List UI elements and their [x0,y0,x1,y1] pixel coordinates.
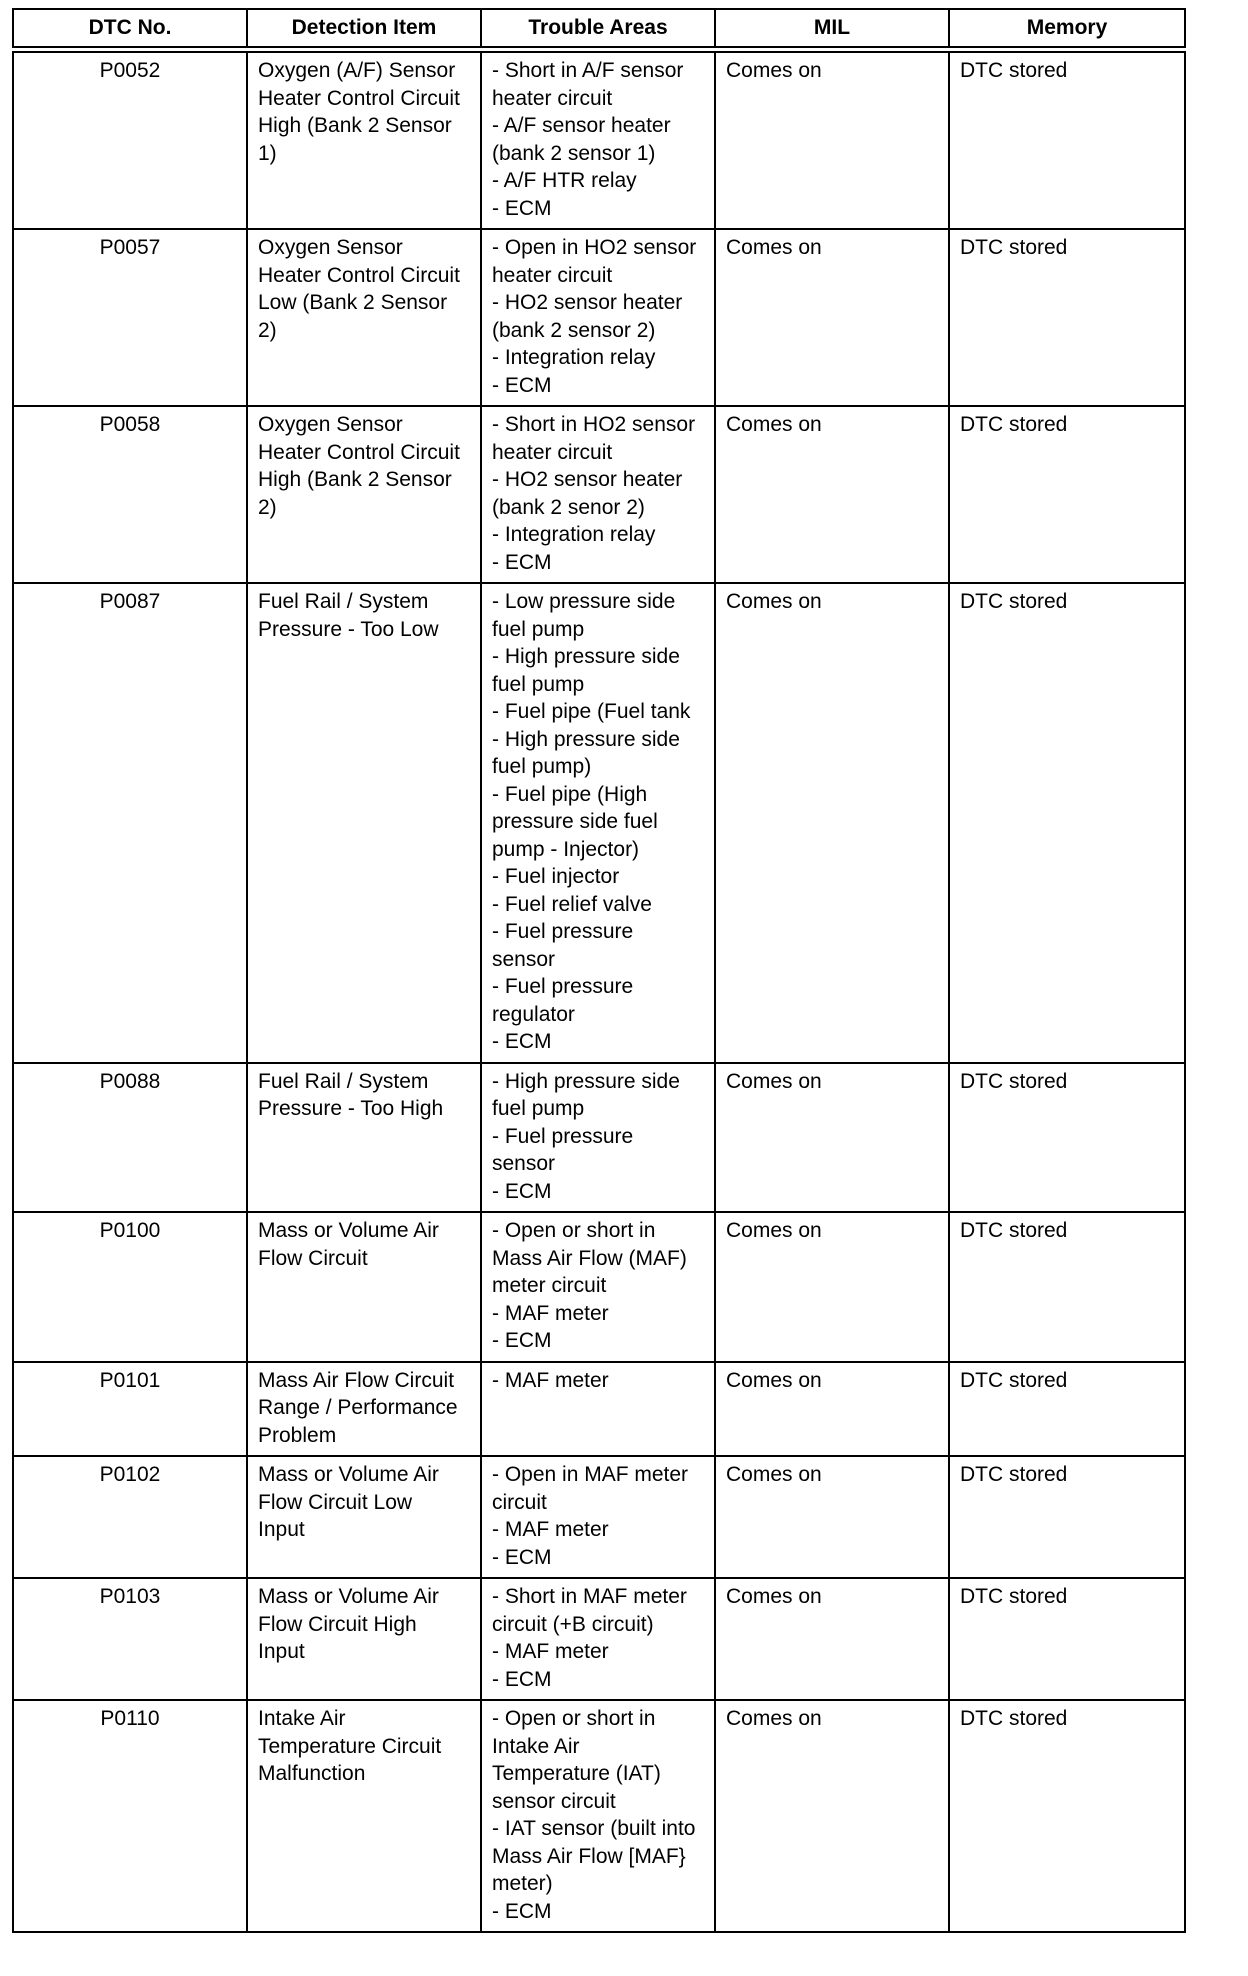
trouble-areas-cell [481,1578,715,1700]
memory-cell: DTC stored [949,50,1185,230]
memory-cell: DTC stored [949,1063,1185,1213]
detection-item-line: High (Bank 2 Sensor [258,468,452,491]
detection-item-line: Pressure - Too Low [258,617,439,641]
dtc-code-cell: P0087 [13,583,247,1063]
detection-item-line: Malfunction [258,1762,366,1785]
header-trouble-areas: Trouble Areas [481,9,715,50]
trouble-area-line: - A/F HTR relay [492,169,637,192]
detection-item-line: Flow Circuit [258,1246,368,1270]
detection-item-line: Mass or Volume Air [258,1219,439,1242]
trouble-area-line: - Fuel pressure [492,1124,634,1148]
trouble-area-line: heater circuit [492,440,613,464]
trouble-areas-cell [481,1456,715,1578]
trouble-area-line: heater circuit [492,86,613,110]
trouble-area-line: - Fuel injector [492,865,620,888]
trouble-areas-cell [481,406,715,583]
trouble-area-line: regulator [492,1002,575,1026]
trouble-area-line: - MAF meter [492,1518,609,1541]
memory-cell: DTC stored [949,583,1185,1063]
trouble-area-line: - ECM [492,1545,552,1569]
trouble-area-line: sensor circuit [492,1789,616,1813]
table-row [13,1212,1185,1362]
detection-item-line: Heater Control Circuit [258,440,460,464]
memory-cell: DTC stored [949,1212,1185,1362]
memory-cell: DTC stored [949,1700,1185,1932]
trouble-area-line: fuel pump) [492,755,592,778]
mil-cell: Comes on [715,50,949,230]
header-dtc-no: DTC No. [13,9,247,50]
detection-item-cell [247,583,481,1063]
trouble-area-line: - High pressure side [492,727,680,751]
dtc-table [12,8,1186,1933]
trouble-area-line: (bank 2 sensor 2) [492,318,656,342]
table-row [13,1063,1185,1213]
trouble-area-line: - HO2 sensor heater [492,468,683,491]
mil-cell: Comes on [715,583,949,1063]
dtc-code-cell: P0058 [13,406,247,583]
detection-item-cell [247,229,481,406]
dtc-code-cell: P0102 [13,1456,247,1578]
detection-item-line: Mass Air Flow Circuit [258,1368,455,1392]
trouble-area-line: Mass Air Flow [MAF} [492,1844,686,1868]
trouble-area-line: circuit (+B circuit) [492,1612,654,1636]
table-row [13,1362,1185,1457]
detection-item-line: Oxygen Sensor [258,236,403,259]
detection-item-cell [247,1212,481,1362]
trouble-area-line: - Fuel pipe (High [492,782,648,806]
table-row [13,406,1185,583]
trouble-area-line: - ECM [492,196,552,220]
trouble-areas-cell [481,1063,715,1213]
mil-cell: Comes on [715,1063,949,1213]
detection-item-line: Pressure - Too High [258,1097,444,1120]
trouble-area-line: - Open or short in [492,1707,656,1730]
trouble-area-line: (bank 2 sensor 1) [492,141,656,165]
dtc-code-cell: P0057 [13,229,247,406]
table-row [13,1578,1185,1700]
detection-item-line: Heater Control Circuit [258,263,460,287]
header-memory: Memory [949,9,1185,50]
trouble-areas-cell [481,1700,715,1932]
detection-item-line: Problem [258,1423,337,1447]
trouble-area-line: fuel pump [492,1097,585,1120]
trouble-areas-cell [481,583,715,1063]
header-detection-item: Detection Item [247,9,481,50]
memory-cell: DTC stored [949,1578,1185,1700]
trouble-area-line: - Open or short in [492,1219,656,1242]
detection-item-cell [247,406,481,583]
trouble-area-line: - ECM [492,373,552,397]
trouble-areas-cell [481,50,715,230]
detection-item-line: Temperature Circuit [258,1734,442,1758]
detection-item-line: Mass or Volume Air [258,1585,439,1608]
header-row [13,9,1185,50]
trouble-area-line: - MAF meter [492,1301,609,1325]
detection-item-line: Fuel Rail / System [258,1069,429,1093]
detection-item-cell [247,1456,481,1578]
detection-item-cell [247,1063,481,1213]
trouble-area-line: meter) [492,1872,553,1895]
trouble-area-line: circuit [492,1490,547,1514]
mil-cell: Comes on [715,1456,949,1578]
trouble-area-line: - Low pressure side [492,590,676,613]
detection-item-line: Heater Control Circuit [258,86,460,110]
trouble-area-line: - ECM [492,1667,552,1691]
detection-item-line: Flow Circuit High [258,1612,417,1636]
trouble-area-line: - A/F sensor heater [492,114,671,137]
dtc-code-cell: P0110 [13,1700,247,1932]
trouble-area-line: - Open in MAF meter [492,1463,689,1486]
detection-item-line: 2) [258,495,277,519]
trouble-area-line: heater circuit [492,263,613,287]
detection-item-line: Oxygen (A/F) Sensor [258,59,456,82]
detection-item-cell [247,1362,481,1457]
trouble-area-line: - High pressure side [492,1069,680,1093]
memory-cell: DTC stored [949,1362,1185,1457]
table-row [13,50,1185,230]
mil-cell: Comes on [715,1578,949,1700]
trouble-area-line: - ECM [492,550,552,574]
dtc-code-cell: P0103 [13,1578,247,1700]
detection-item-cell [247,50,481,230]
detection-item-line: 2) [258,318,277,342]
trouble-area-line: - Integration relay [492,346,656,369]
trouble-area-line: - ECM [492,1030,552,1053]
trouble-areas-cell [481,1362,715,1457]
trouble-area-line: - HO2 sensor heater [492,291,683,314]
trouble-areas-cell [481,229,715,406]
trouble-area-line: pressure side fuel [492,810,658,833]
memory-cell: DTC stored [949,229,1185,406]
trouble-area-line: - ECM [492,1179,552,1203]
dtc-code-cell: P0088 [13,1063,247,1213]
trouble-area-line: - Short in MAF meter [492,1585,687,1608]
trouble-area-line: - Short in HO2 sensor [492,413,696,436]
trouble-area-line: fuel pump [492,672,585,696]
mil-cell: Comes on [715,1700,949,1932]
detection-item-line: Oxygen Sensor [258,413,403,436]
table-row [13,229,1185,406]
trouble-area-line: - Open in HO2 sensor [492,236,697,259]
trouble-area-line: - Fuel pressure [492,975,634,998]
trouble-area-line: fuel pump [492,617,585,641]
detection-item-line: Input [258,1640,305,1663]
trouble-area-line: pump - Injector) [492,837,640,861]
mil-cell: Comes on [715,1212,949,1362]
trouble-area-line: - IAT sensor (built into [492,1817,696,1840]
header-mil: MIL [715,9,949,50]
trouble-areas-cell [481,1212,715,1362]
trouble-area-line: - Short in A/F sensor [492,59,684,82]
detection-item-cell [247,1578,481,1700]
detection-item-line: Low (Bank 2 Sensor [258,291,448,314]
trouble-area-line: - High pressure side [492,645,680,668]
dtc-code-cell: P0052 [13,50,247,230]
mil-cell: Comes on [715,1362,949,1457]
trouble-area-line: Temperature (IAT) [492,1762,661,1785]
table-body [13,50,1185,1933]
trouble-area-line: - Fuel relief valve [492,892,652,916]
detection-item-line: Intake Air [258,1707,346,1730]
dtc-code-cell: P0101 [13,1362,247,1457]
detection-item-cell [247,1700,481,1932]
detection-item-line: 1) [258,141,277,165]
trouble-area-line: - MAF meter [492,1368,609,1392]
trouble-area-line: (bank 2 senor 2) [492,495,645,519]
detection-item-line: Input [258,1518,305,1541]
memory-cell: DTC stored [949,1456,1185,1578]
dtc-code-cell: P0100 [13,1212,247,1362]
table-row [13,1456,1185,1578]
trouble-area-line: meter circuit [492,1274,607,1297]
trouble-area-line: sensor [492,947,556,971]
table-row [13,1700,1185,1932]
table-row [13,583,1185,1063]
detection-item-line: Range / Performance [258,1396,458,1419]
trouble-area-line: - ECM [492,1899,552,1923]
trouble-area-line: Intake Air [492,1734,580,1758]
trouble-area-line: - Fuel pressure [492,920,634,943]
mil-cell: Comes on [715,406,949,583]
trouble-area-line: sensor [492,1152,556,1175]
detection-item-line: Mass or Volume Air [258,1463,439,1486]
trouble-area-line: - Fuel pipe (Fuel tank [492,700,691,723]
mil-cell: Comes on [715,229,949,406]
detection-item-line: High (Bank 2 Sensor [258,114,452,137]
detection-item-line: Fuel Rail / System [258,590,429,613]
memory-cell: DTC stored [949,406,1185,583]
detection-item-line: Flow Circuit Low [258,1490,413,1514]
trouble-area-line: Mass Air Flow (MAF) [492,1246,687,1270]
trouble-area-line: - ECM [492,1329,552,1352]
trouble-area-line: - MAF meter [492,1640,609,1663]
trouble-area-line: - Integration relay [492,523,656,546]
